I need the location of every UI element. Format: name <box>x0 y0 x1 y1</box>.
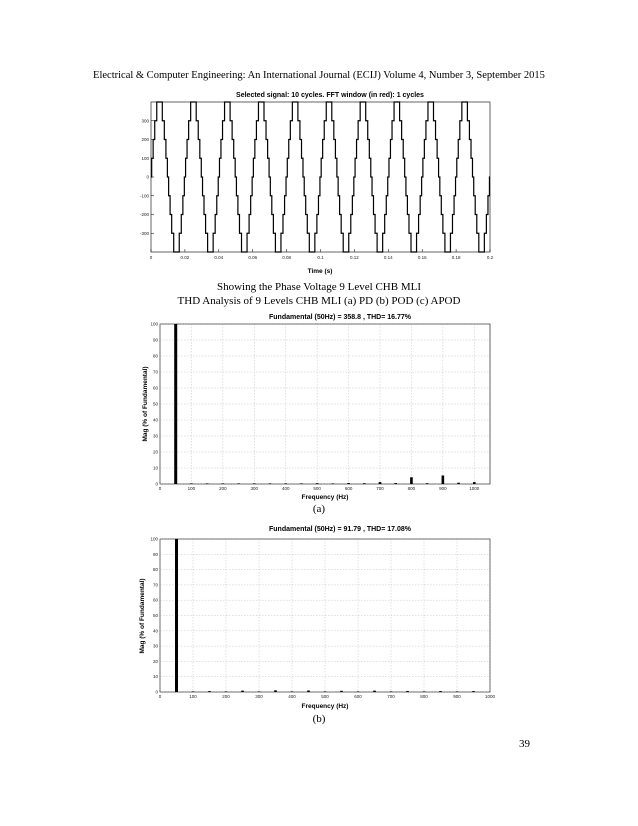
y-tick-label: 100 <box>150 321 158 327</box>
harmonic-bar <box>269 483 272 484</box>
y-tick-label: 10 <box>152 465 158 471</box>
harmonic-bar <box>175 539 178 692</box>
x-tick-label: 0 <box>158 694 162 699</box>
x-tick-label: 400 <box>288 694 296 699</box>
x-tick-label: 0.16 <box>417 255 427 260</box>
harmonic-bar <box>410 477 413 484</box>
y-tick-label: 20 <box>152 449 158 455</box>
x-tick-label: 0.08 <box>282 255 291 260</box>
y-tick-label: 70 <box>152 582 158 588</box>
x-tick-label: 600 <box>344 486 353 491</box>
x-axis-label: Frequency (Hz) <box>301 494 349 501</box>
x-axis-label: Time (s) <box>307 268 333 275</box>
y-tick-label: -200 <box>139 212 149 217</box>
x-tick-label: 800 <box>407 486 416 491</box>
y-tick-label: 50 <box>152 613 158 618</box>
x-axis-label: Frequency (Hz) <box>301 703 349 710</box>
harmonic-bar <box>357 691 360 692</box>
x-tick-label: 600 <box>354 694 362 699</box>
y-axis-label: Mag (% of Fundamental) <box>142 366 149 442</box>
harmonic-bar <box>241 691 244 692</box>
harmonic-bar <box>208 691 211 692</box>
harmonic-bar <box>253 483 256 484</box>
x-tick-label: 1000 <box>469 486 480 491</box>
harmonic-bar <box>394 483 397 484</box>
x-tick-label: 0 <box>158 486 162 491</box>
y-tick-label: 0 <box>146 174 149 180</box>
harmonic-bar <box>457 483 460 484</box>
y-tick-label: -300 <box>139 230 149 236</box>
y-tick-label: 100 <box>141 155 149 161</box>
y-tick-label: -100 <box>139 193 149 199</box>
y-tick-label: 30 <box>152 643 158 649</box>
x-tick-label: 700 <box>376 486 384 491</box>
y-tick-label: 0 <box>155 689 158 695</box>
harmonic-bar <box>426 483 429 484</box>
harmonic-bar <box>284 483 287 484</box>
y-tick-label: 10 <box>152 674 158 680</box>
harmonic-bar <box>225 691 228 692</box>
x-tick-label: 200 <box>219 486 227 491</box>
x-tick-label: 0.12 <box>350 255 359 260</box>
x-tick-label: 100 <box>187 486 196 491</box>
x-tick-label: 500 <box>313 486 321 491</box>
x-tick-label: 300 <box>255 694 263 699</box>
harmonic-bar <box>274 690 277 692</box>
y-tick-label: 200 <box>141 137 149 142</box>
harmonic-bar <box>190 483 193 484</box>
harmonic-bar <box>373 691 376 692</box>
x-tick-label: 1000 <box>484 694 495 699</box>
subfigure-label-b: (b) <box>312 713 326 725</box>
x-tick-label: 0.14 <box>383 255 393 260</box>
harmonic-bar <box>324 691 327 692</box>
x-tick-label: 400 <box>281 486 290 491</box>
x-tick-label: 200 <box>222 694 230 699</box>
y-tick-label: 80 <box>152 353 158 359</box>
y-tick-label: 90 <box>152 551 158 557</box>
harmonic-bar <box>442 476 445 484</box>
x-tick-label: 0.04 <box>214 255 224 260</box>
x-tick-label: 0.06 <box>248 255 258 260</box>
harmonic-bar <box>347 483 350 484</box>
y-tick-label: 0 <box>155 481 158 487</box>
harmonic-bar <box>472 691 475 692</box>
harmonic-bar <box>379 482 382 484</box>
x-tick-label: 0.18 <box>451 255 461 260</box>
x-tick-label: 0.1 <box>317 255 324 260</box>
figure-caption-2: THD Analysis of 9 Levels CHB MLI (a) PD (b) POD (c) APOD <box>177 295 461 307</box>
harmonic-bar <box>192 691 195 692</box>
y-tick-label: 30 <box>152 433 158 439</box>
fft-chart-b <box>135 522 495 712</box>
y-tick-label: 20 <box>152 658 158 664</box>
y-tick-label: 300 <box>141 118 149 124</box>
harmonic-bar <box>174 324 177 484</box>
harmonic-bar <box>332 483 335 484</box>
page-number: 39 <box>519 738 530 750</box>
y-tick-label: 40 <box>152 628 158 634</box>
harmonic-bar <box>456 691 459 692</box>
harmonic-bar <box>439 691 442 692</box>
phase-voltage-chart <box>125 88 500 278</box>
harmonic-bar <box>258 691 261 692</box>
x-tick-label: 800 <box>420 694 428 699</box>
x-tick-label: 500 <box>321 694 329 699</box>
harmonic-bar <box>316 483 319 484</box>
harmonic-bar <box>291 691 294 692</box>
x-tick-label: 900 <box>439 486 447 491</box>
y-tick-label: 40 <box>152 417 158 423</box>
y-tick-label: 70 <box>152 369 158 375</box>
harmonic-bar <box>206 483 209 484</box>
harmonic-bar <box>340 691 343 692</box>
journal-header: Electrical & Computer Engineering: An International Journal (ECIJ) Volume 4, Number 3, September 2015 <box>93 70 545 81</box>
x-tick-label: 0 <box>149 255 153 260</box>
harmonic-bar <box>237 483 240 484</box>
x-tick-label: 900 <box>453 694 461 699</box>
harmonic-bar <box>307 690 310 692</box>
harmonic-bar <box>473 482 476 484</box>
harmonic-bar <box>390 691 393 692</box>
fft-chart-a <box>140 310 495 502</box>
chart-title: Fundamental (50Hz) = 91.79 , THD= 17.08% <box>269 526 411 533</box>
y-tick-label: 80 <box>152 567 158 573</box>
y-tick-label: 100 <box>150 536 158 542</box>
chart-title: Selected signal: 10 cycles. FFT window (in red): 1 cycles <box>236 92 424 99</box>
y-tick-label: 50 <box>152 401 158 407</box>
y-axis-label: Mag (% of Fundamental) <box>139 578 146 654</box>
chart-title: Fundamental (50Hz) = 358.8 , THD= 16.77% <box>269 314 411 321</box>
harmonic-bar <box>363 483 366 484</box>
y-tick-label: 60 <box>152 597 158 603</box>
x-tick-label: 100 <box>189 694 197 699</box>
y-tick-label: 90 <box>152 337 158 343</box>
x-tick-label: 0.2 <box>486 255 494 260</box>
x-tick-label: 300 <box>250 486 259 491</box>
harmonic-bar <box>222 483 225 484</box>
harmonic-bar <box>300 483 303 484</box>
harmonic-bar <box>406 691 409 692</box>
x-tick-label: 0.02 <box>180 255 190 260</box>
x-tick-label: 700 <box>387 694 395 699</box>
harmonic-bar <box>423 691 426 692</box>
y-tick-label: 60 <box>152 385 158 391</box>
subfigure-label-a: (a) <box>312 503 326 515</box>
figure-caption-1: Showing the Phase Voltage 9 Level CHB MLI <box>217 281 421 293</box>
